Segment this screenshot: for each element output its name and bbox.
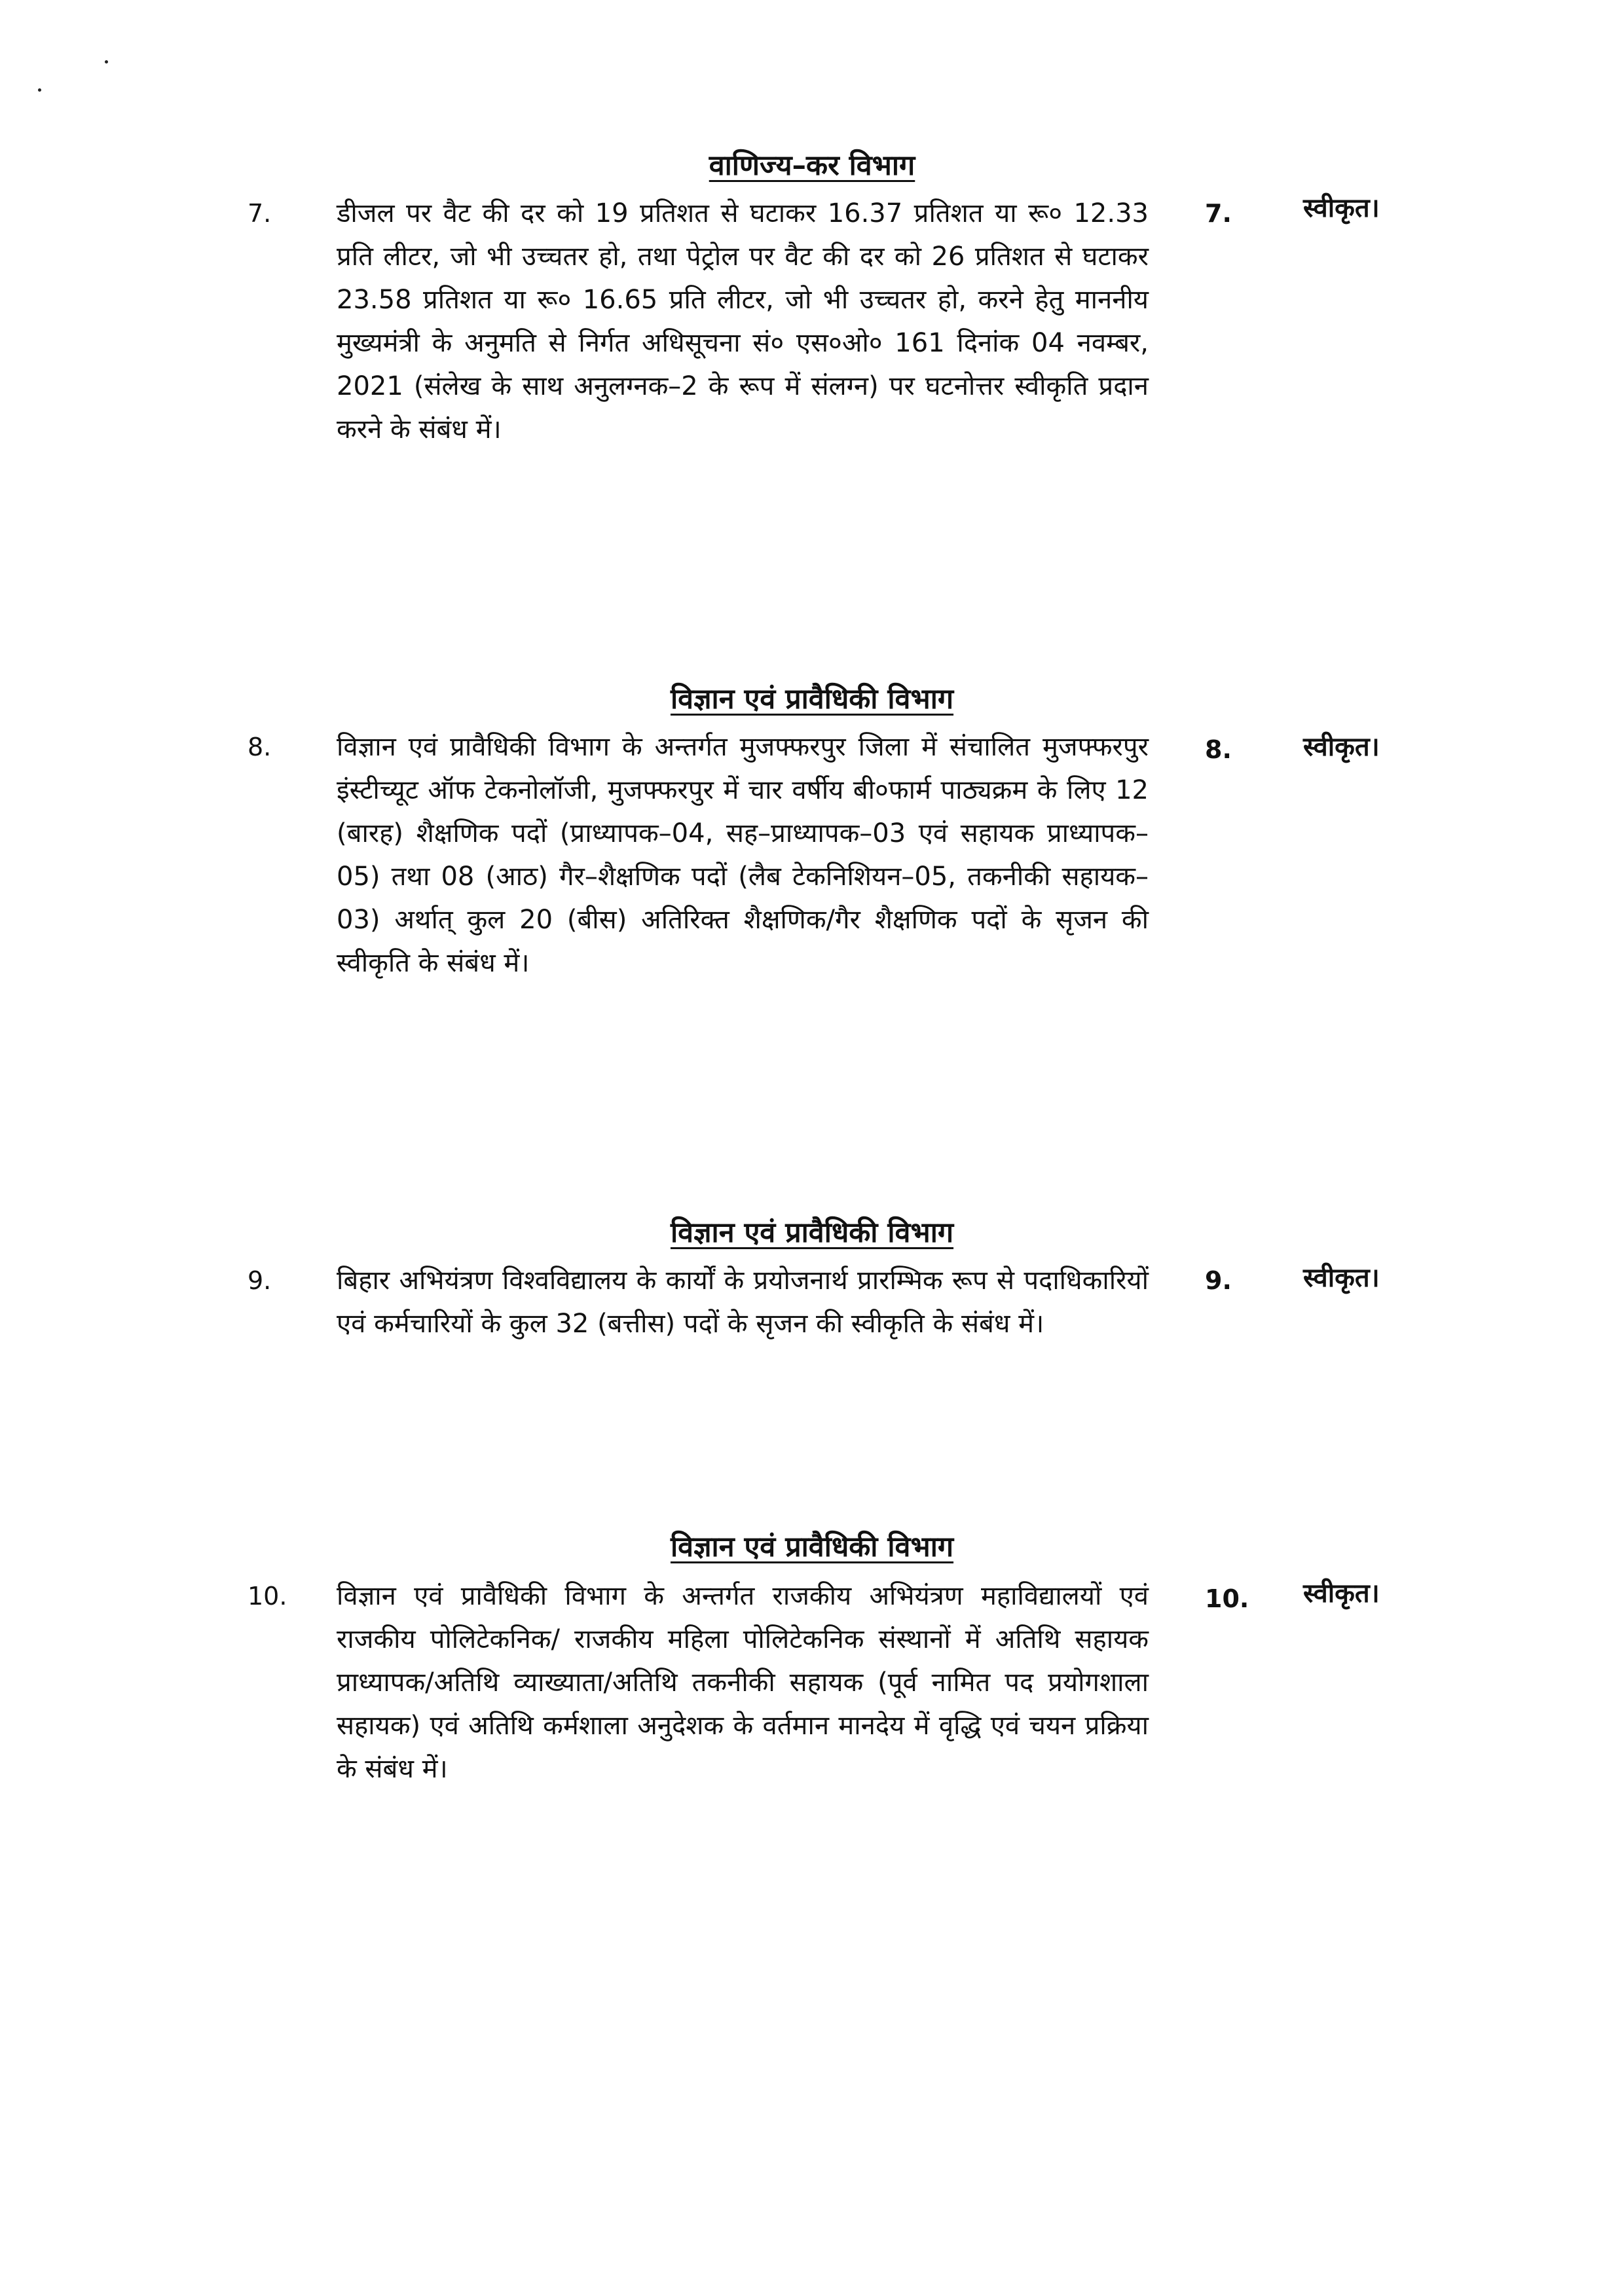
item-text: विज्ञान एवं प्रावैधिकी विभाग के अन्तर्गत मुजफ्फरपुर जिला में संचालित मुजफ्फरपुर इंस्टीच्यूट ऑफ टेकनोलॉजी, मुजफ्फरपुर में चार वर्षीय बी०फार्म पाठ्यक्रम के लिए 12 (बारह) शैक्षणिक पदों (प्राध्यापक–04, सह–प्राध्यापक–03 एवं सहायक प्राध्यापक–05) तथा 08 (आठ) गैर–शैक्षणिक पदों (लैब टेकनिशियन–05, तकनीकी सहायक–03) अर्थात् कुल 20 (बीस) अतिरिक्त शैक्षणिक/गैर शैक्षणिक पदों के सृजन की स्वीकृति के संबंध में। — [337, 732, 1149, 978]
decision-number: 10. — [1205, 1584, 1249, 1613]
scan-speck — [105, 60, 108, 64]
item-number: 10. — [248, 1582, 287, 1611]
department-heading-text: वाणिज्य–कर विभाग — [709, 149, 915, 182]
department-heading — [0, 1529, 1624, 1565]
decision-number: 7. — [1205, 199, 1232, 228]
item-text: डीजल पर वैट की दर को 19 प्रतिशत से घटाकर 16.37 प्रतिशत या रू० 12.33 प्रति लीटर, जो भी उच्चतर हो, तथा पेट्रोल पर वैट की दर को 26 प्रतिशत से घटाकर 23.58 प्रतिशत या रू० 16.65 प्रति लीटर, जो भी उच्चतर हो, करने हेतु माननीय मुख्यमंत्री के अनुमति से निर्गत अधिसूचना सं० एस०ओ० 161 दिनांक 04 नवम्बर, 2021 (संलेख के साथ अनुलग्नक–2 के रूप में संलग्न) पर घटनोत्तर स्वीकृति प्रदान करने के संबंध में। — [337, 198, 1149, 445]
decision-number: 9. — [1205, 1266, 1232, 1295]
scan-speck — [38, 88, 41, 92]
department-heading-text: विज्ञान एवं प्रावैधिकी विभाग — [670, 1531, 954, 1563]
decision-status: स्वीकृत। — [1303, 193, 1380, 223]
item-text: विज्ञान एवं प्रावैधिकी विभाग के अन्तर्गत राजकीय अभियंत्रण महाविद्यालयों एवं राजकीय पोलिटेकनिक/ राजकीय महिला पोलिटेकनिक संस्थानों में अतिथि सहायक प्राध्यापक/अतिथि व्याख्याता/अतिथि तकनीकी सहायक (पूर्व नामित पद प्रयोगशाला सहायक) एवं अतिथि कर्मशाला अनुदेशक के वर्तमान मानदेय में वृद्धि एवं चयन प्रक्रिया के संबंध में। — [337, 1581, 1149, 1784]
department-heading-text: विज्ञान एवं प्रावैधिकी विभाग — [670, 1216, 954, 1249]
item-number: 9. — [248, 1266, 272, 1295]
decision-number: 8. — [1205, 735, 1232, 764]
department-heading — [0, 1214, 1624, 1251]
department-heading — [0, 681, 1624, 718]
item-number: 8. — [248, 733, 272, 761]
decision-status: स्वीकृत। — [1303, 1263, 1380, 1293]
decision-status: स्वीकृत। — [1303, 1578, 1380, 1609]
item-text: बिहार अभियंत्रण विश्वविद्यालय के कार्यों के प्रयोजनार्थ प्रारम्भिक रूप से पदाधिकारियों एवं कर्मचारियों के कुल 32 (बत्तीस) पदों के सृजन की स्वीकृति के संबंध में। — [337, 1266, 1149, 1339]
department-heading — [0, 147, 1624, 184]
department-heading-text: विज्ञान एवं प्रावैधिकी विभाग — [670, 683, 954, 716]
item-number: 7. — [248, 199, 272, 228]
decision-status: स्वीकृत। — [1303, 732, 1380, 762]
